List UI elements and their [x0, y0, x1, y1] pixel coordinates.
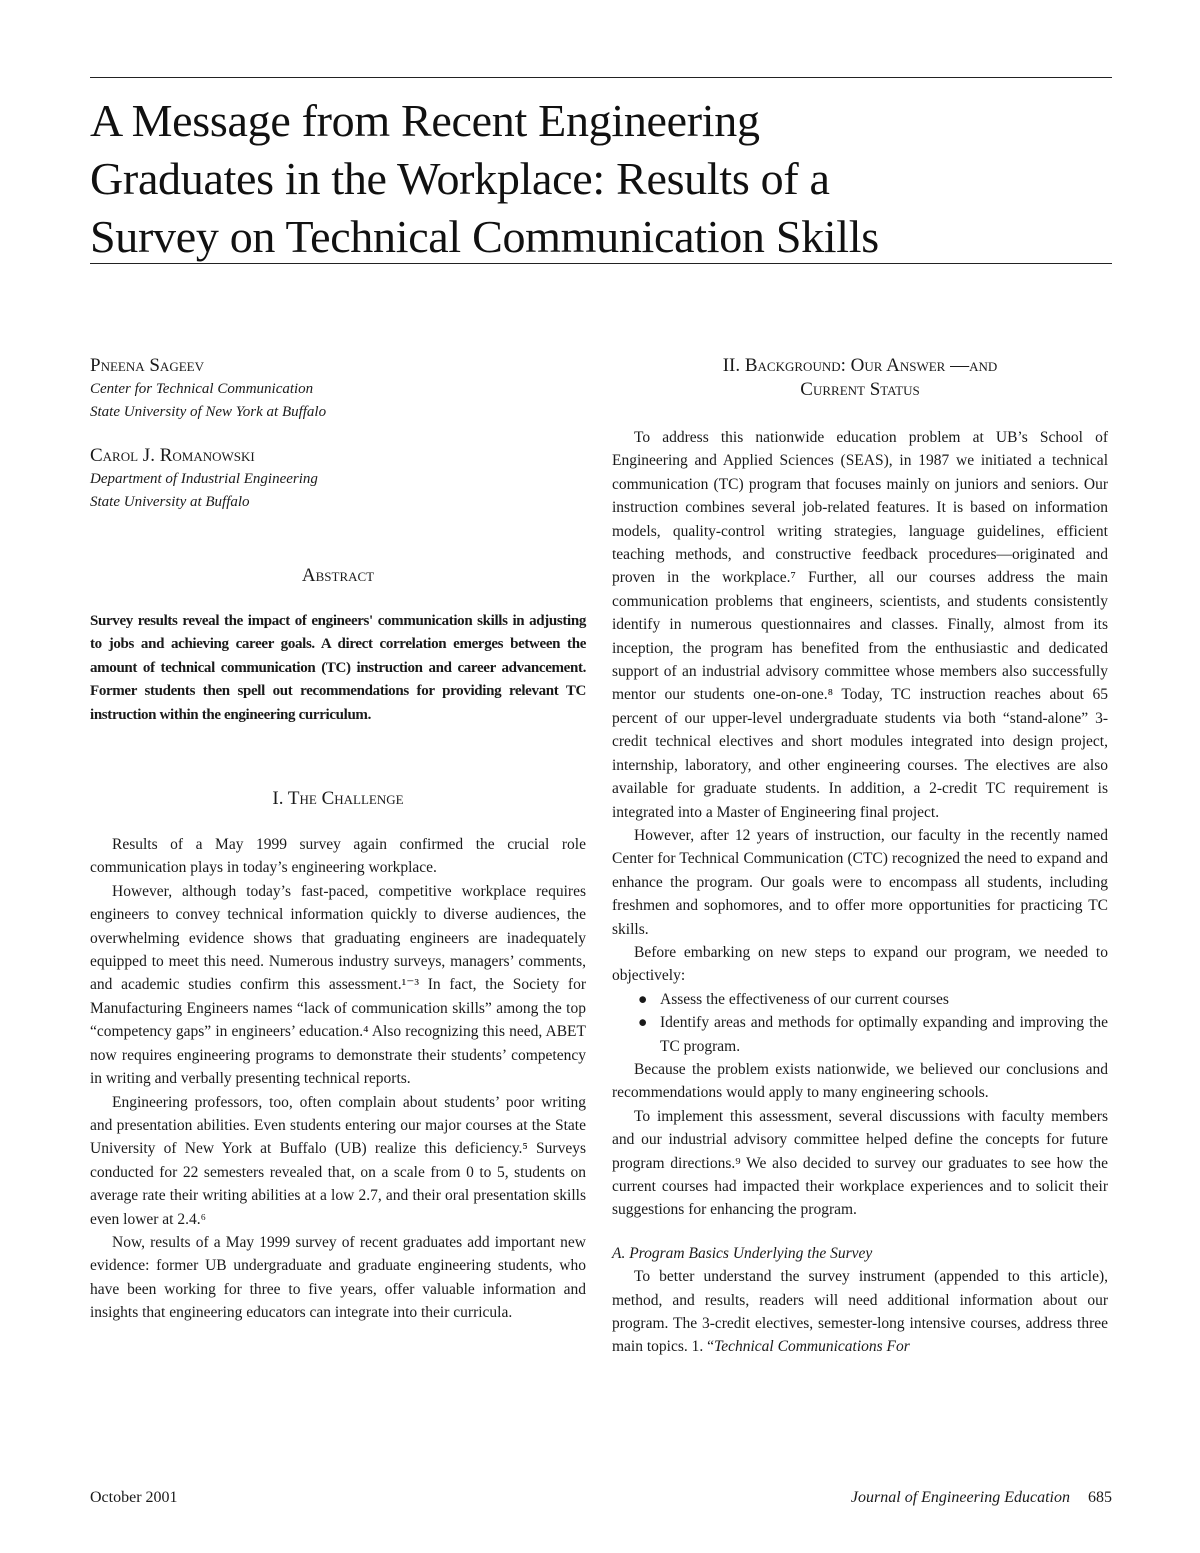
paragraph-text: To better understand the survey instrument (appended to this article), method, and results, readers will need additional information about our program. The 3-credit electives, semester-long intensive courses, address three main topics. 1. “	[612, 1268, 1108, 1356]
title-line: A Message from Recent Engineering	[90, 95, 760, 146]
author-name: Pneena Sageev	[90, 355, 204, 376]
footer-journal-info	[612, 1488, 1112, 1508]
page-number: 685	[1088, 1489, 1112, 1506]
title-line: Graduates in the Workplace: Results of a	[90, 153, 830, 204]
body-paragraph: Engineering professors, too, often complain about students’ poor writing and presentation abilities. Even students entering our major courses at the State University of New York at Buffalo (UB) realize this deficiency.⁵ Surveys conducted for 22 semesters revealed that, on a scale from 0 to 5, students on average rate their writing abilities at a low 2.7, and their oral presentation skills even lower at 2.4.⁶	[90, 1093, 586, 1228]
title-bottom-rule	[90, 263, 1112, 264]
section-heading-line: II. Background: Our Answer —and	[722, 355, 998, 376]
article-title	[90, 92, 1112, 266]
section-heading: I. The Challenge	[272, 788, 404, 810]
body-paragraph	[612, 1265, 1108, 1359]
author-affiliation: State University of New York at Buffalo	[90, 404, 327, 420]
list-item	[612, 988, 1108, 1011]
author-affiliation: Center for Technical Communication	[90, 381, 314, 397]
list-item-text: Identify areas and methods for optimally expanding and improving the TC program.	[660, 1014, 1108, 1055]
body-paragraph: Now, results of a May 1999 survey of recent graduates add important new evidence: former UB undergraduate and graduate engineering students, who have been working for three to five years, offer valuable information and insights that engineering educators can integrate into their curricula.	[90, 1233, 586, 1322]
author-block	[90, 354, 586, 424]
bullet-icon: ●	[638, 1014, 648, 1032]
body-paragraph: Before embarking on new steps to expand our program, we needed to objectively:	[612, 943, 1108, 985]
course-title: Technical Communications For	[714, 1338, 910, 1356]
bullet-list	[612, 988, 1108, 1058]
abstract-text: Survey results reveal the impact of engineers' communication skills in adjusting to jobs and achieving career goals. A direct correlation emerges between the amount of technical communication (TC) instruction and career advancement. Former students then spell out recommendations for providing relevant TC instruction within the engineering curriculum.	[90, 613, 586, 723]
abstract-heading: Abstract	[301, 565, 375, 586]
list-item-text: Assess the effectiveness of our current courses	[660, 990, 949, 1008]
right-column	[612, 354, 1108, 1359]
footer-date: October 2001	[90, 1489, 178, 1506]
section-heading-line: Current Status	[800, 379, 920, 400]
body-paragraph: Results of a May 1999 survey again confirmed the crucial role communication plays in today’s engineering workplace.	[90, 836, 586, 877]
body-paragraph: Because the problem exists nationwide, we believed our conclusions and recommendations would apply to many engineering schools.	[612, 1060, 1108, 1102]
bullet-icon: ●	[638, 990, 648, 1008]
author-name: Carol J. Romanowski	[90, 445, 255, 466]
body-paragraph: However, after 12 years of instruction, our faculty in the recently named Center for Technical Communication (CTC) recognized the need to expand and enhance the program. Our goals were to encompass all students, including freshmen and sophomores, and to offer more opportunities for practicing TC skills.	[612, 826, 1108, 938]
section-heading	[612, 354, 1108, 402]
left-column	[90, 354, 586, 1325]
body-paragraph: To implement this assessment, several discussions with faculty members and our industrial advisory committee helped define the concepts for future program directions.⁹ We also decided to survey our graduates to see how the current courses had impacted their workplace experiences and to solicit their suggestions for enhancing the program.	[612, 1107, 1108, 1219]
journal-name: Journal of Engineering Education	[850, 1489, 1070, 1506]
body-paragraph: However, although today’s fast-paced, competitive workplace requires engineers to convey technical information quickly to diverse audiences, the overwhelming evidence shows that graduating engineers are inadequately equipped to meet this need. Numerous industry surveys, managers’ comments, and academic studies confirm this assessment.¹⁻³ In fact, the Society for Manufacturing Engineers names “lack of communication skills” among the top “competency gaps” in engineers’ education.⁴ Also recognizing this need, ABET now requires engineering programs to demonstrate their students’ competency in writing and verbally presenting technical reports.	[90, 882, 586, 1088]
list-item	[612, 1011, 1108, 1058]
author-block	[90, 444, 586, 514]
title-line: Survey on Technical Communication Skills	[90, 211, 879, 262]
author-affiliation: Department of Industrial Engineering	[90, 471, 318, 487]
author-affiliation: State University at Buffalo	[90, 494, 250, 510]
subsection-heading: A. Program Basics Underlying the Survey	[612, 1244, 873, 1262]
body-paragraph: To address this nationwide education problem at UB’s School of Engineering and Applied Sciences (SEAS), in 1987 we initiated a technical communication (TC) program that focuses mainly on juniors and seniors. Our instruction combines several job-related features. It is based on information models, quality-control writing strategies, language guidelines, efficient teaching methods, and constructive feedback procedures—originated and proven in the workplace.⁷ Further, all our courses address the main communication problems that engineers, scientists, and students consistently identify in numerous questionnaires and classes. Finally, almost from its inception, the program has benefited from the enthusiastic and dedicated support of an industrial advisory committee whose members also successfully mentor our students one-on-one.⁸ Today, TC instruction reaches about 65 percent of our upper-level undergraduate students via both “stand-alone” 3-credit technical electives and short modules integrated into design project, internship, laboratory, and other engineering courses. The electives are also available for graduate students. In addition, a 2-credit TC requirement is integrated into a Master of Engineering final project.	[612, 429, 1108, 821]
top-rule	[90, 77, 1112, 78]
